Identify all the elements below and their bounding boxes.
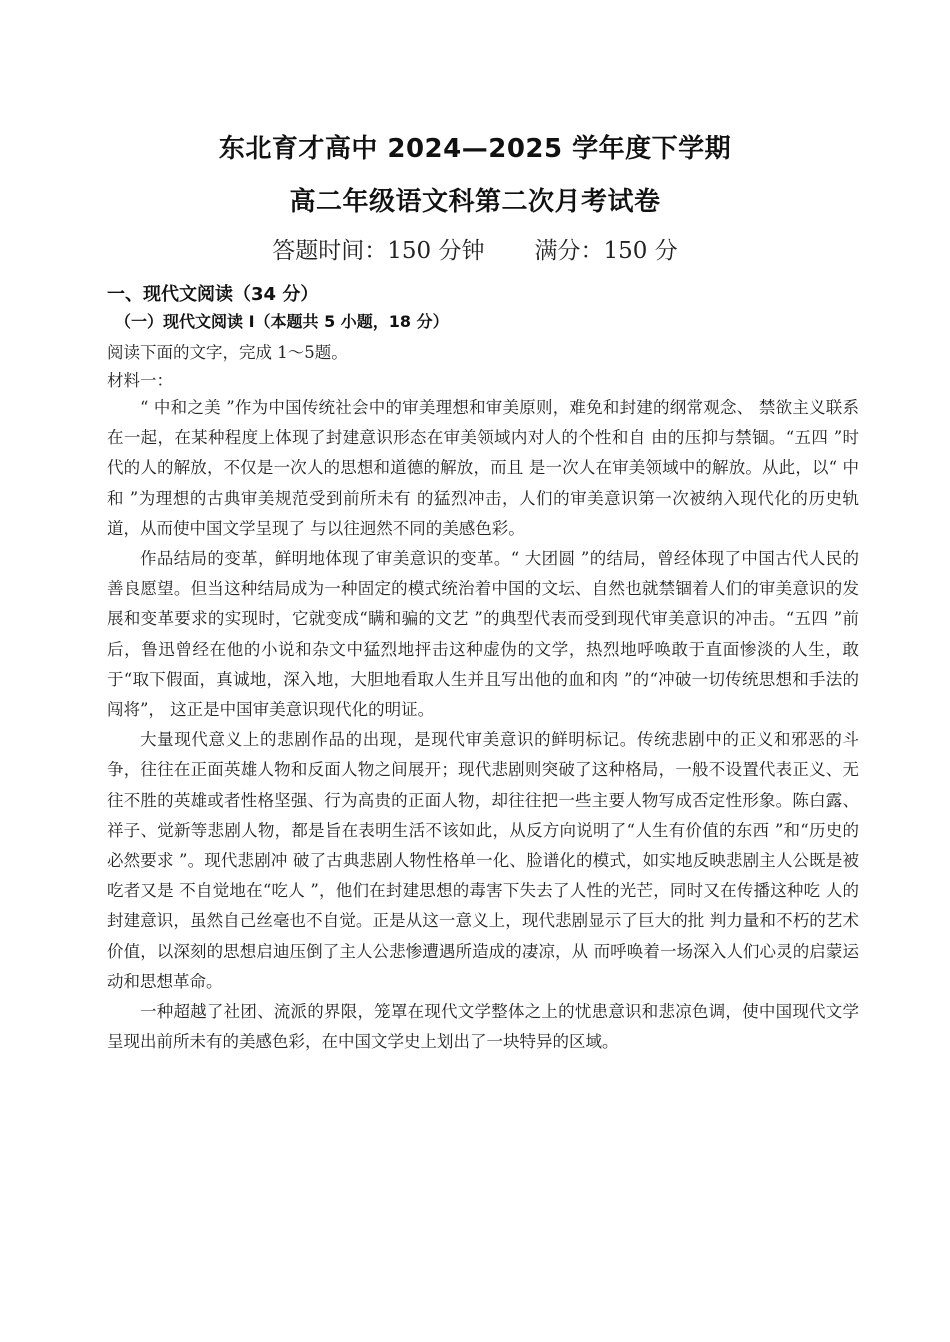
passage-paragraph: “ 中和之美 ”作为中国传统社会中的审美理想和审美原则，难免和封建的纲常观念、 禁欲主义联系在一起，在某种程度上体现了封建意识形态在审美领域内对人的个性和自 由的压抑与禁锢。“五四 ”时代的人的解放，不仅是一次人的思想和道德的解放，而且 是一次人在审美领域中的解放。从此，以“ 中和 ”为理想的古典审美规范受到前所未有 的猛烈冲击，人们的审美意识第一次被纳入现代化的历史轨道，从而使中国文学呈现了 与以往迥然不同的美感色彩。 <box>107 398 859 538</box>
reading-instruction: 阅读下面的文字，完成 1～5题。 <box>107 343 348 362</box>
section-title: 一、现代文阅读（34 分） <box>107 284 319 305</box>
section-subtitle: （一）现代文阅读 I（本题共 5 小题，18 分） <box>115 312 449 331</box>
exam-meta <box>0 232 950 265</box>
passage-paragraph: 一种超越了社团、流派的界限，笼罩在现代文学整体之上的忧患意识和悲凉色调，使中国现代文学呈现出前所未有的美感色彩，在中国文学史上划出了一块特异的区域。 <box>107 1002 859 1052</box>
exam-title-subject: 高二年级语文科第二次月考试卷 <box>289 187 661 217</box>
reading-passage <box>107 393 859 1057</box>
passage-paragraph: 大量现代意义上的悲剧作品的出现，是现代审美意识的鲜明标记。传统悲剧中的正义和邪恶的斗争，往往在正面英雄人物和反面人物之间展开；现代悲剧则突破了这种格局，一般不设置代表正义、无往不胜的英雄或者性格坚强、行为高贵的正面人物，却往往把一些主要人物写成否定性形象。陈白露、祥子、觉新等悲剧人物，都是旨在表明生活不该如此，从反方向说明了“人生有价值的东西 ”和“历史的必然要求 ”。现代悲剧冲 破了古典悲剧人物性格单一化、脸谱化的模式，如实地反映悲剧主人公既是被吃者又是 不自觉地在“吃人 ”，他们在封建思想的毒害下失去了人性的光芒，同时又在传播这种吃 人的封建意识，虽然自己丝毫也不自觉。正是从这一意义上，现代悲剧显示了巨大的批 判力量和不朽的艺术价值，以深刻的思想启迪压倒了主人公悲惨遭遇所造成的凄凉，从 而呼唤着一场深入人们心灵的启蒙运动和思想革命。 <box>107 730 859 991</box>
score-label: 满分：150 分 <box>534 238 678 264</box>
exam-title-school: 东北育才高中 2024—2025 学年度下学期 <box>218 134 732 164</box>
time-label: 答题时间：150 分钟 <box>272 238 485 264</box>
passage-paragraph: 作品结局的变革，鲜明地体现了审美意识的变革。“ 大团圆 ”的结局，曾经体现了中国古代人民的善良愿望。但当这种结局成为一种固定的模式统治着中国的文坛、自然也就禁锢着人们的审美意识的发展和变革要求的实现时，它就变成“瞒和骗的文艺 ”的典型代表而受到现代审美意识的冲击。“五四 ”前后，鲁迅曾经在他的小说和杂文中猛烈地抨击这种虚伪的文学，热烈地呼唤敢于直面惨淡的人生，敢于“取下假面，真诚地，深入地，大胆地看取人生并且写出他的血和肉 ”的“冲破一切传统思想和手法的闯将”， 这正是中国审美意识现代化的明证。 <box>107 549 859 720</box>
material-label: 材料一： <box>107 371 173 390</box>
